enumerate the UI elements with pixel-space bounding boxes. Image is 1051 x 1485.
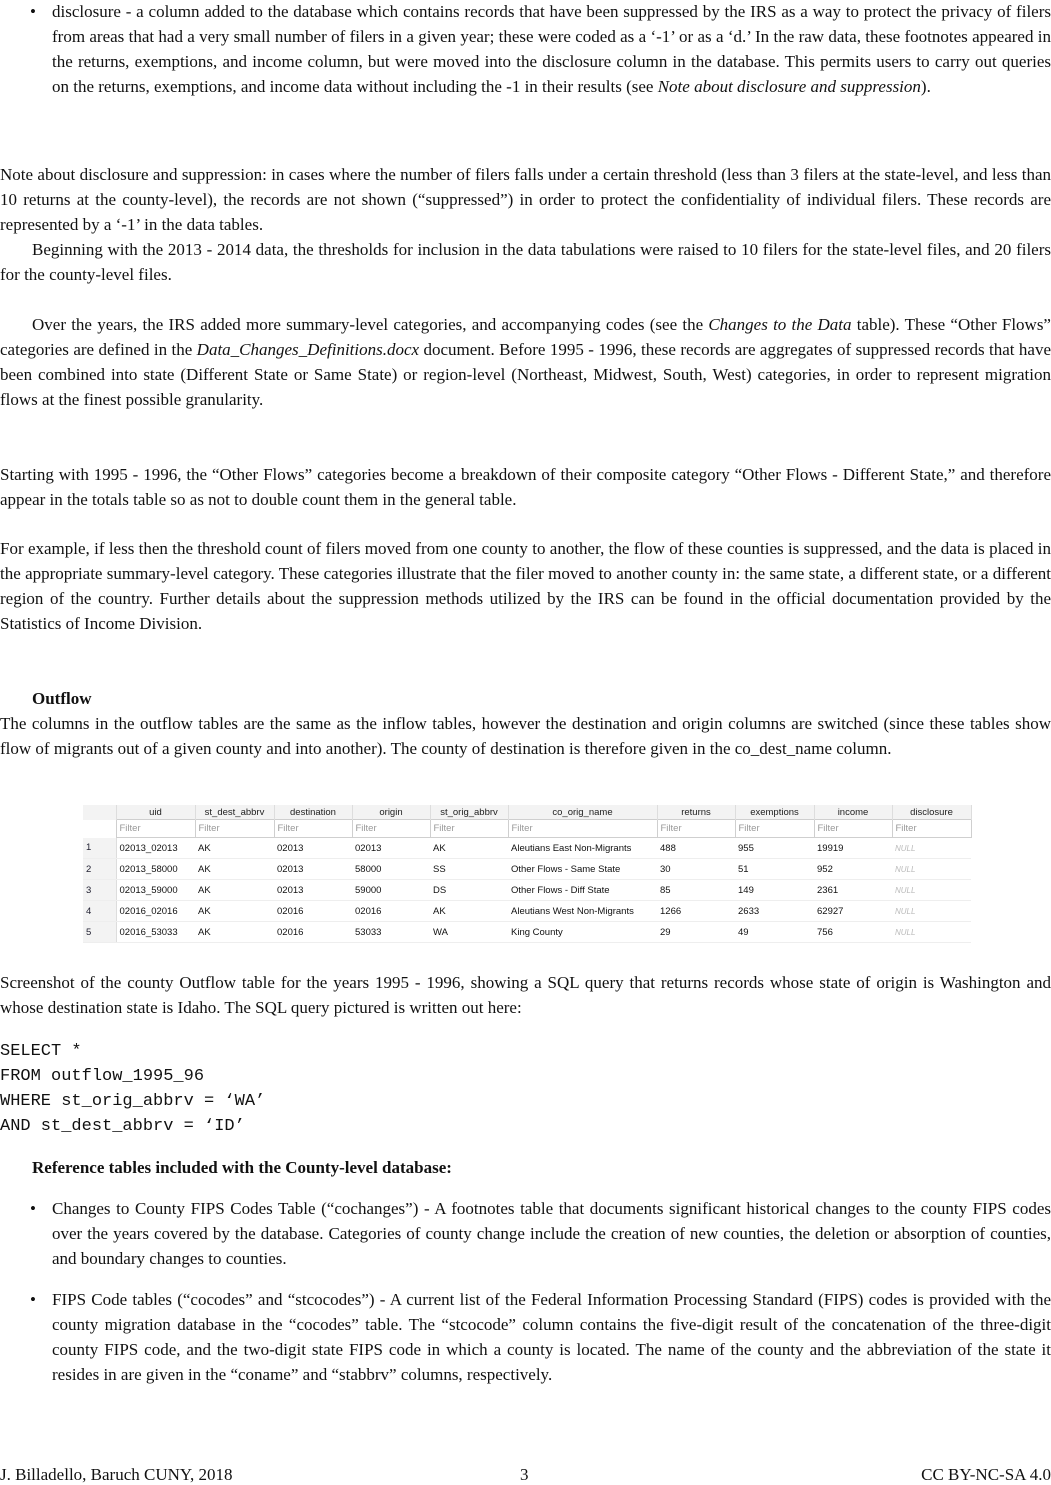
reference-list [0, 1196, 1051, 1271]
para-note-1: Note about disclosure and suppression: in cases where the number of filers falls under a certain threshold (less than 3 filers at the state-level, and less than 10 returns at the county-level), the records are not shown (“suppressed”) in order to protect the confidentiality of individual filers. These records are represented by a ‘-1’ in the data tables. [0, 165, 1051, 234]
row-number: 3 [83, 880, 116, 901]
table-cell: 02016_02016 [116, 901, 195, 922]
row-number: 2 [83, 859, 116, 880]
ref-item-text: FIPS Code tables (“cocodes” and “stcocodes”) - A current list of the Federal Information Processing Standard (FIPS) codes is provided with the county migration database in the “cocodes” table. The “stcocode” column contains the five-digit result of the concatenation of the three-digit county FIPS code, and the two-digit state FIPS code in which a county is located. The name of the county and the abbreviation of the state it resides in are given in the “coname” and “stabbrv” columns, respectively. [52, 1290, 1051, 1384]
filter-input[interactable]: Filter [735, 820, 814, 838]
table-cell: 955 [735, 838, 814, 859]
sql-line: SELECT * [0, 1042, 82, 1061]
italic-span: Changes to the Data [708, 315, 852, 334]
filter-input[interactable]: Filter [814, 820, 892, 838]
table-cell: AK [195, 859, 274, 880]
table-cell: 30 [657, 859, 735, 880]
filter-input[interactable]: Filter [430, 820, 508, 838]
sql-line: AND st_dest_abbrv = ‘ID’ [0, 1117, 245, 1136]
table-cell: AK [195, 922, 274, 943]
filter-row [83, 820, 971, 838]
table-cell: 49 [735, 922, 814, 943]
outflow-table [83, 805, 972, 943]
row-number: 4 [83, 901, 116, 922]
table-row[interactable] [83, 838, 971, 859]
row-number: 1 [83, 838, 116, 859]
ref-item-cochanges [0, 1196, 1051, 1271]
text-span: document. Before 1995 - 1996, these records are aggregates of suppressed records that have been combined into state (Different State or Same State) or region-level (Northeast, Midwest, South, West) categories, in order to represent migration flows at the finest possible granularity. [0, 340, 1051, 409]
para-starting: Starting with 1995 - 1996, the “Other Flows” categories become a breakdown of their composite category “Other Flows - Different State,” and therefore appear in the totals table so as not to double count them in the general table. [0, 465, 1051, 509]
filter-row-spacer [83, 820, 116, 838]
table-cell: 02016 [274, 901, 352, 922]
table-cell: 58000 [352, 859, 430, 880]
reference-heading: Reference tables included with the County-level database: [32, 1158, 452, 1177]
table-cell: Other Flows - Diff State [508, 880, 657, 901]
table-cell: 51 [735, 859, 814, 880]
table-cell: 29 [657, 922, 735, 943]
top-bullet-list [0, 0, 1051, 99]
row-number: 5 [83, 922, 116, 943]
filter-input[interactable]: Filter [508, 820, 657, 838]
table-cell: 02013 [274, 859, 352, 880]
col-header[interactable]: co_orig_name [508, 805, 657, 820]
table-cell: King County [508, 922, 657, 943]
table-cell-disclosure: NULL [892, 859, 971, 880]
sql-line: FROM outflow_1995_96 [0, 1067, 205, 1086]
outflow-table-screenshot [83, 805, 971, 948]
filter-input[interactable]: Filter [657, 820, 735, 838]
table-cell: AK [430, 838, 508, 859]
filter-input[interactable]: Filter [116, 820, 195, 838]
bullet-icon: • [30, 1290, 36, 1309]
sql-line: WHERE st_orig_abbrv = ‘WA’ [0, 1092, 266, 1111]
table-cell-disclosure: NULL [892, 901, 971, 922]
col-header[interactable]: st_orig_abbrv [430, 805, 508, 820]
italic-span: Data_Changes_Definitions.docx [196, 340, 420, 359]
table-cell-disclosure: NULL [892, 880, 971, 901]
table-header-row [83, 805, 971, 820]
reference-list-2 [0, 1287, 1051, 1387]
col-header[interactable]: disclosure [892, 805, 971, 820]
bullet-icon: • [30, 2, 36, 21]
col-header[interactable]: origin [352, 805, 430, 820]
table-cell: 02013 [274, 838, 352, 859]
footer-page-number: 3 [520, 1465, 529, 1484]
filter-input[interactable]: Filter [352, 820, 430, 838]
ref-item-text: Changes to County FIPS Codes Table (“cochanges”) - A footnotes table that documents significant historical changes to the county FIPS codes over the years covered by the database. Categories of county change include the creation of new counties, the deletion or absorption of counties, and boundary changes to counties. [52, 1199, 1051, 1268]
bullet-italic-ref: Note about disclosure and suppression [657, 77, 921, 96]
bullet-disclosure [0, 0, 1051, 99]
table-cell: 2361 [814, 880, 892, 901]
sql-code-block [0, 1039, 1051, 1139]
table-cell: 62927 [814, 901, 892, 922]
table-cell: 02016 [274, 922, 352, 943]
table-cell: 19919 [814, 838, 892, 859]
outflow-text: The columns in the outflow tables are the same as the inflow tables, however the destination and origin columns are switched (since these tables show flow of migrants out of a given county and into another). The county of destination is therefore given in the co_dest_name column. [0, 714, 1051, 758]
col-header[interactable]: st_dest_abbrv [195, 805, 274, 820]
bullet-icon: • [30, 1199, 36, 1218]
table-cell: 488 [657, 838, 735, 859]
table-cell-disclosure: NULL [892, 922, 971, 943]
para-other-flows [0, 312, 1051, 412]
table-cell: Other Flows - Same State [508, 859, 657, 880]
footer-left: J. Billadello, Baruch CUNY, 2018 [0, 1465, 233, 1484]
text-span: table). These “Other Flows” categories are defined in the [0, 315, 1051, 359]
table-cell: 02016 [352, 901, 430, 922]
bullet-text: disclosure - a column added to the database which contains records that have been suppressed by the IRS as a way to protect the privacy of filers from areas that had a very small number of filers in a given year; these were coded as a ‘-1’ or as a ‘d.’ In the raw data, these footnotes appeared in the returns, exemptions, and income column, but were moved into the disclosure column in the database. This permits users to carry out queries on the returns, exemptions, and income data without including the -1 in their results (see [52, 2, 1051, 96]
table-cell: AK [195, 880, 274, 901]
table-cell: 59000 [352, 880, 430, 901]
table-cell-disclosure: NULL [892, 838, 971, 859]
table-cell: 02013 [274, 880, 352, 901]
col-header[interactable]: destination [274, 805, 352, 820]
bullet-text-end: ). [920, 77, 931, 96]
table-cell: AK [195, 838, 274, 859]
para-example: For example, if less then the threshold count of filers moved from one county to another, the flow of these counties is suppressed, and the data is placed in the appropriate summary-level category. These categories illustrate that the filer moved to another county in: the same state, a different state, or a different region of the country. Further details about the suppression methods utilized by the IRS can be found in the official documentation provided by the Statistics of Income Division. [0, 539, 1051, 633]
figure-caption: Screenshot of the county Outflow table for the years 1995 - 1996, showing a SQL query that returns records whose state of origin is Washington and whose destination state is Idaho. The SQL query pictured is written out here: [0, 973, 1051, 1017]
col-header[interactable]: uid [116, 805, 195, 820]
filter-input[interactable]: Filter [195, 820, 274, 838]
table-cell: WA [430, 922, 508, 943]
table-cell: AK [195, 901, 274, 922]
table-cell: 756 [814, 922, 892, 943]
table-cell: 952 [814, 859, 892, 880]
table-row[interactable] [83, 859, 971, 880]
table-cell: DS [430, 880, 508, 901]
table-row[interactable] [83, 901, 971, 922]
table-cell: 2633 [735, 901, 814, 922]
filter-input[interactable]: Filter [274, 820, 352, 838]
table-cell: 02013_02013 [116, 838, 195, 859]
table-row[interactable] [83, 922, 971, 943]
table-cell: 02013 [352, 838, 430, 859]
filter-input[interactable]: Filter [892, 820, 971, 838]
table-cell: 02013_59000 [116, 880, 195, 901]
table-cell: 1266 [657, 901, 735, 922]
col-header[interactable]: income [814, 805, 892, 820]
table-row[interactable] [83, 880, 971, 901]
row-number-header [83, 805, 116, 820]
footer-right: CC BY-NC-SA 4.0 [921, 1465, 1051, 1484]
table-cell: AK [430, 901, 508, 922]
table-cell: 02016_53033 [116, 922, 195, 943]
table-cell: 02013_58000 [116, 859, 195, 880]
table-cell: 53033 [352, 922, 430, 943]
col-header[interactable]: returns [657, 805, 735, 820]
table-cell: 85 [657, 880, 735, 901]
table-cell: Aleutians West Non-Migrants [508, 901, 657, 922]
table-cell: 149 [735, 880, 814, 901]
table-cell: Aleutians East Non-Migrants [508, 838, 657, 859]
para-note-2: Beginning with the 2013 - 2014 data, the thresholds for inclusion in the data tabulations were raised to 10 filers for the state-level files, and 20 filers for the county-level files. [0, 240, 1051, 284]
ref-item-fips [0, 1287, 1051, 1387]
table-cell: SS [430, 859, 508, 880]
text-span: Over the years, the IRS added more summary-level categories, and accompanying codes (see the [32, 315, 709, 334]
outflow-heading: Outflow [32, 689, 92, 708]
col-header[interactable]: exemptions [735, 805, 814, 820]
